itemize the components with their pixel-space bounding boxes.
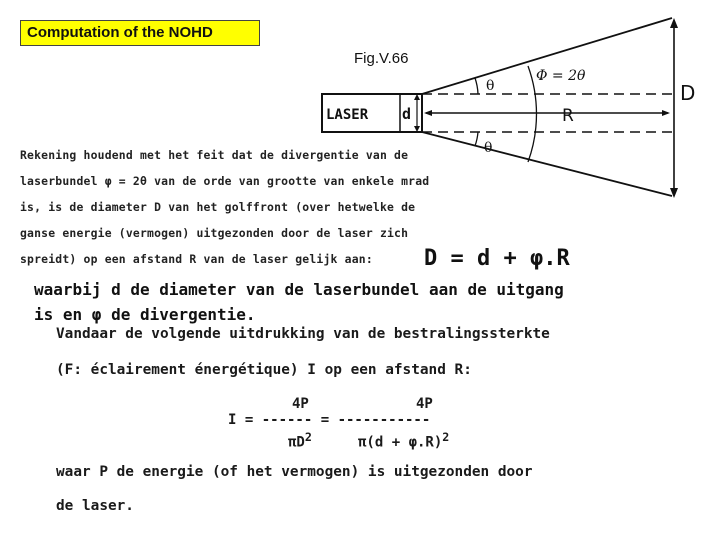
denominator-2-text: π(d + φ.R) xyxy=(358,434,443,451)
paragraph-line: is, is de diameter D van het golffront (over hetwelke de xyxy=(20,200,416,214)
denominator-2-exponent: 2 xyxy=(442,430,450,444)
waarbij-line-1: waarbij d de diameter van de laserbundel aan de uitgang xyxy=(34,280,564,299)
formula-denominator-1 xyxy=(288,430,312,451)
waar-line-2: de laser. xyxy=(56,498,134,514)
slide-title: Computation of the NOHD xyxy=(20,20,260,46)
theta-top-arc xyxy=(475,78,478,94)
theta-bottom-arc xyxy=(475,132,478,146)
formula-denominator-2 xyxy=(358,430,449,451)
theta-top-label: θ xyxy=(486,78,495,94)
denominator-1-text: πD xyxy=(288,434,305,451)
waarbij-line-2: is en φ de divergentie. xyxy=(34,305,256,324)
vandaar-line-2: (F: éclairement énergétique) I op een afstand R: xyxy=(56,362,472,378)
r-label: R xyxy=(562,106,574,126)
laser-label: LASER xyxy=(326,107,369,123)
formula-numerator-2: 4P xyxy=(416,396,433,412)
big-d-label: D xyxy=(680,81,696,105)
figure-label: Fig.V.66 xyxy=(354,50,409,67)
phi-label: Φ = 2θ xyxy=(536,68,586,84)
formula-lhs: I = ------ = ----------- xyxy=(228,412,431,428)
theta-bottom-label: θ xyxy=(484,140,493,156)
diameter-formula: D = d + φ.R xyxy=(424,246,570,271)
explanation-paragraph xyxy=(20,142,470,272)
paragraph-line: laserbundel φ = 2θ van de orde van grootte van enkele mrad xyxy=(20,174,430,188)
paragraph-line: Rekening houdend met het feit dat de divergentie van de xyxy=(20,148,409,162)
formula-numerator-1: 4P xyxy=(292,396,309,412)
paragraph-line: spreidt) op een afstand R van de laser gelijk aan: xyxy=(20,252,373,266)
denominator-1-exponent: 2 xyxy=(304,430,312,444)
waar-line-1: waar P de energie (of het vermogen) is uitgezonden door xyxy=(56,464,533,480)
vandaar-line-1: Vandaar de volgende uitdrukking van de bestralingssterkte xyxy=(56,326,550,342)
paragraph-line: ganse energie (vermogen) uitgezonden door de laser zich xyxy=(20,226,409,240)
small-d-label: d xyxy=(402,105,412,123)
